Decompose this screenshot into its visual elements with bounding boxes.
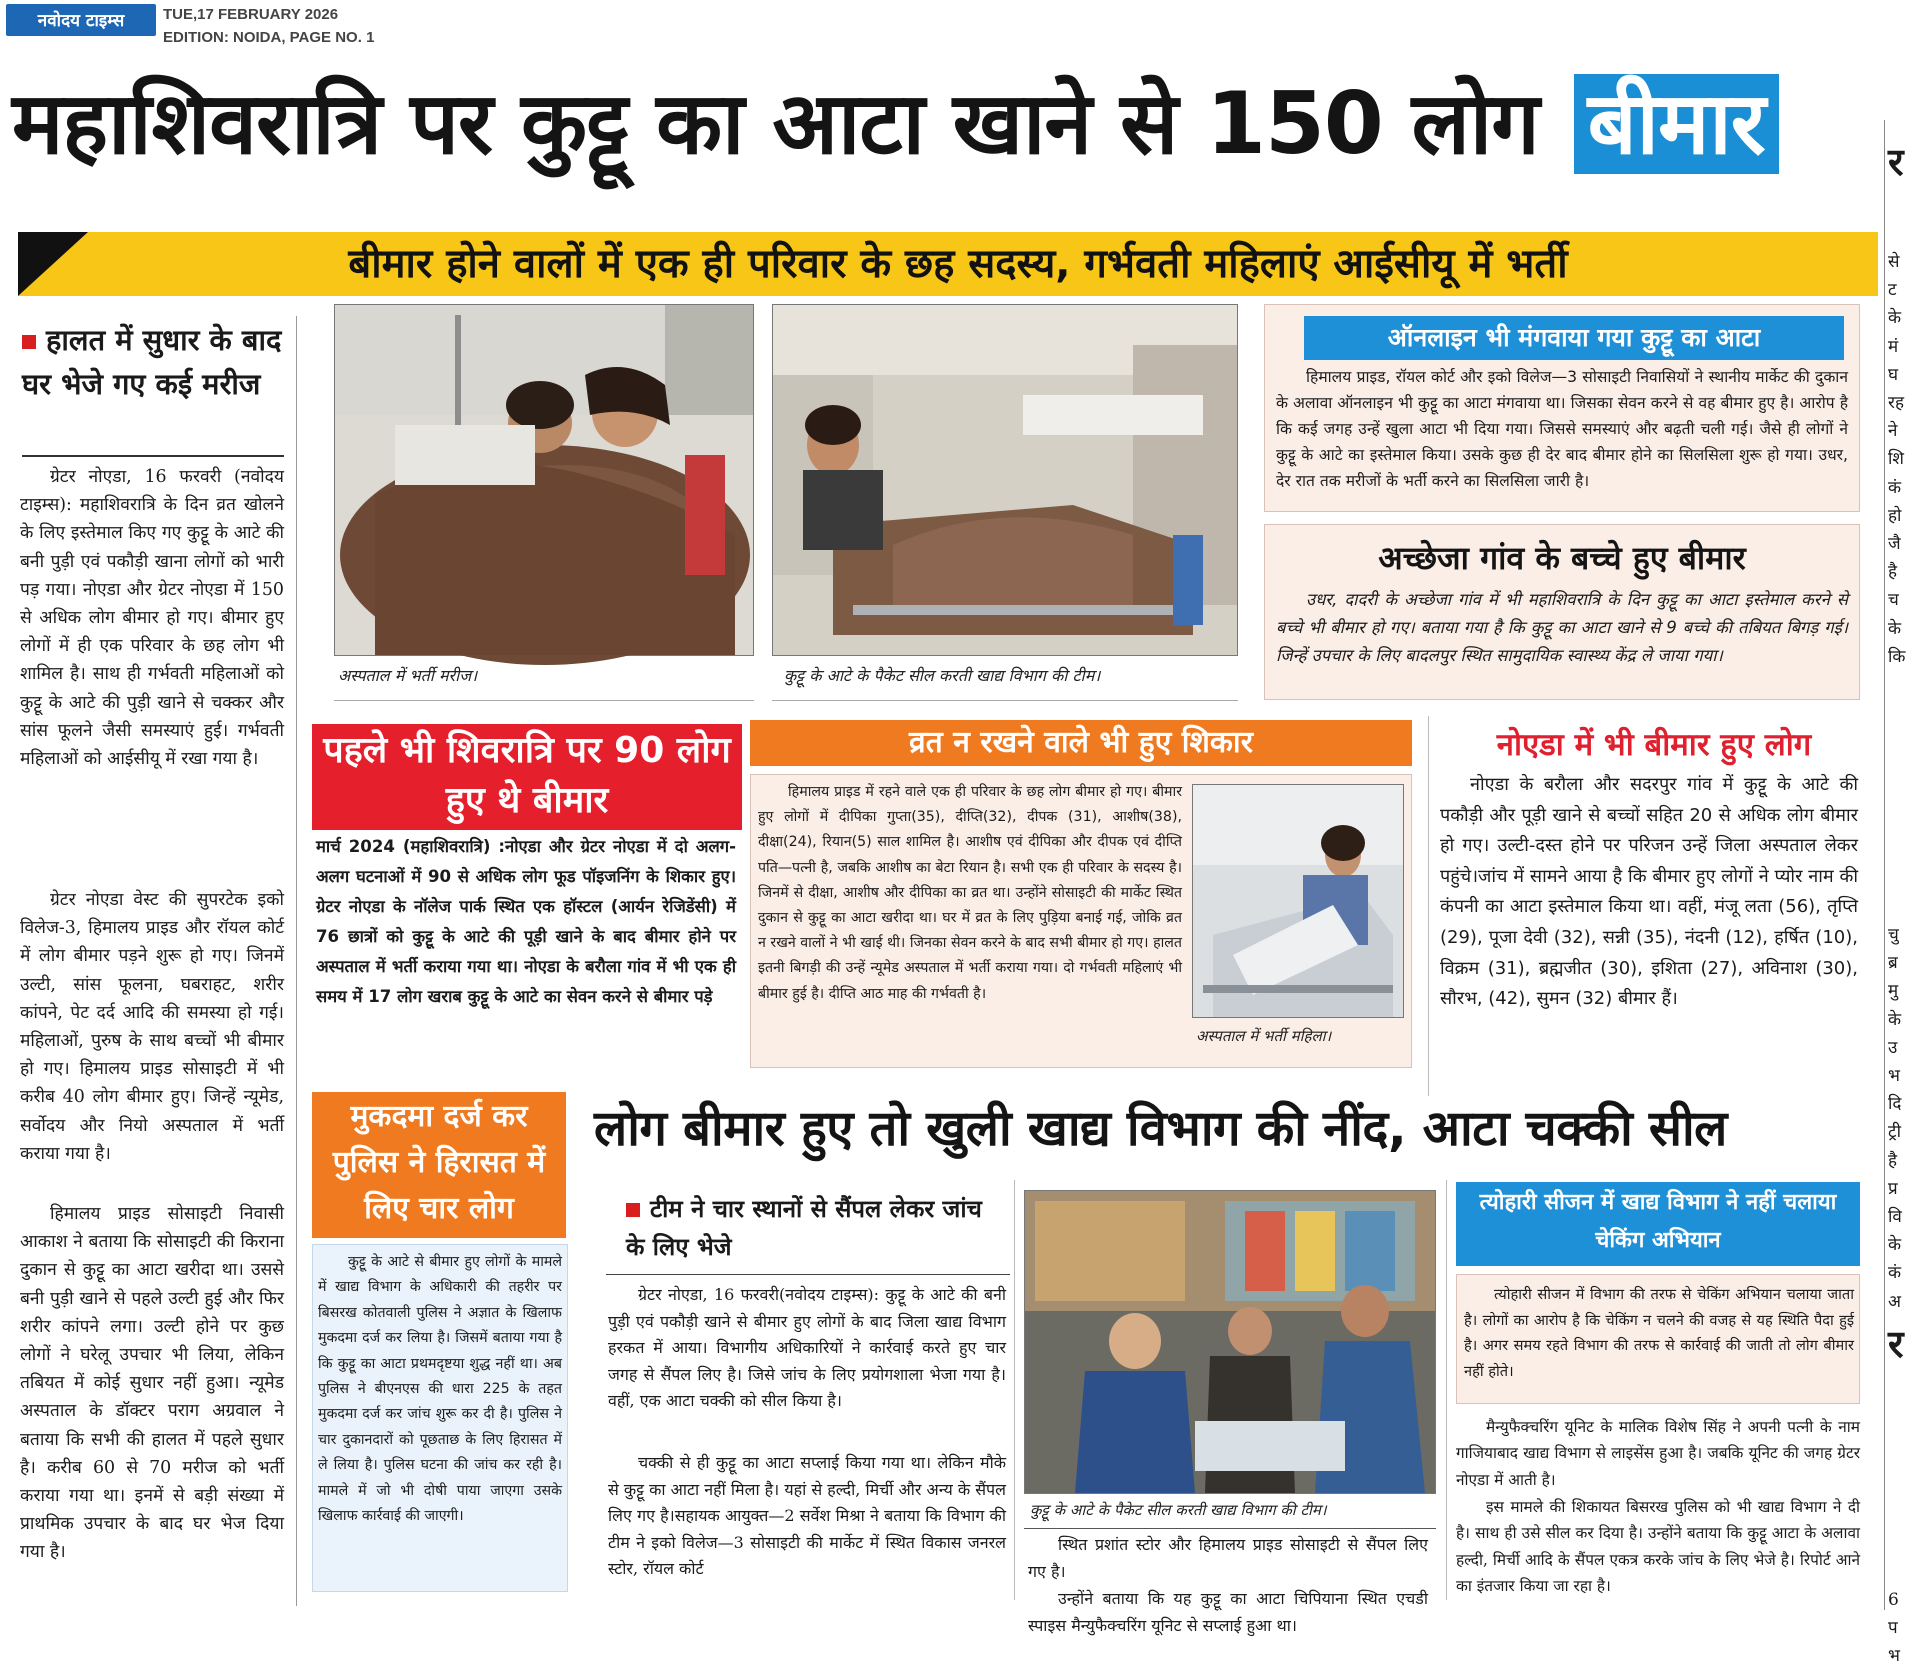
edge-line: प [1888,1618,1898,1639]
team-heading: टीम ने चार स्थानों से सैंपल लेकर जांच के लिए भेजे [626,1195,982,1261]
edge-line: ट्री [1888,1122,1901,1143]
edge-line: ट [1888,280,1897,301]
edge-line: से [1888,252,1900,272]
team-photo-rule [1024,1528,1436,1529]
noida-body: नोएडा के बरौला और सदरपुर गांव में कुट्टू के आटे की पकौड़ी और पूड़ी खाने से बच्चों सहित 20 से अधिक लोग बीमार हो गए। उल्टी-दस्त होने पर परिजन उन्हें जिला अस्पताल लेकर पहुंचे।जांच में सामने आया है कि बीमार हुए लोगों ने प्योर नाम की कंपनी का आटा इस्तेमाल किया था। वहीं, मंजू लता (56), तृप्ति (29), पूजा देवी (32), सन्नी (35), नंदनी (12), हर्षित (10), विक्रम (31), ब्रह्मजीत (30), इशिता (27), अविनाश (30), सौरभ, (42), सुमन (32) बीमार हैं। [1440,774,1858,1010]
edge-line: के [1888,1235,1902,1256]
masthead-edition: EDITION: NOIDA, PAGE NO. 1 [163,29,375,46]
photo-1-caption-rule [334,700,754,701]
edge-column [1888,139,1915,1667]
edge-frag-2: र [1888,1320,1904,1366]
bullet-square-icon [22,335,36,349]
ward-illustration [773,305,1237,655]
second-headline: लोग बीमार हुए तो खुली खाद्य विभाग की नींद, आटा चक्की सील [594,1100,1727,1157]
team-body: ग्रेटर नोएडा, 16 फरवरी(नवोदय टाइम्स): कुट्टू के आटे की बनी पुड़ी एवं पकौड़ी खाने से बीमार हुए लोगों के बाद जिला खाद्य विभाग हरकत में आया। विभागीय अधिकारियों ने कार्रवाई करते हुए चार जगह से सैंपल लिए है। जिसे जांच के लिए प्रयोगशाला भेजा गया है। वहीं, एक आटा चक्की को सील किया है। [608,1285,1006,1411]
photo-2-caption-rule [772,700,1238,701]
edge-line: हो [1888,505,1902,526]
online-body: हिमालय प्राइड, रॉयल कोर्ट और इको विलेज—3 सोसाइटी निवासियों ने स्थानीय मार्केट की दुकान के अलावा ऑनलाइन भी कुट्टू का आटा मंगवाया था। जिसका सेवन करने से वह बीमार हुए है। आरोप है कि कई जगह उन्हें खुला आटा भी दिया गया। जिससे समस्याएं और बढ़ती चली गई। जैसे ही लोगों ने कुट्टू के आटे का इस्तेमाल किया। उसके कुछ ही देर बाद बीमार होने का सिलसिला शुरू हो गया। उधर, देर रात तक मरीजों के भर्ती करने का सिलसिला जारी है। [1276,368,1848,490]
main-headline-text: महाशिवरात्रि पर कुट्टू का आटा खाने से 150 लोग [12,74,1539,174]
edge-line: ने [1888,421,1898,442]
edge-line: रह [1888,393,1904,414]
lead-body-2: ग्रेटर नोएडा वेस्ट की सुपरटेक इको विलेज-3, हिमालय प्राइड और रॉयल कोर्ट में लोग बीमार पड़ने शुरू हो गए। जिनमें उल्टी, सांस फूलना, घबराहट, शरीर कांपने, पेट दर्द आदि की समस्या हो गई। महिलाओं, पुरुष के साथ बच्चों भी बीमार हो गए। हिमालय प्राइड सोसाइटी में भी करीब 40 लोग बीमार हुए। जिन्हें न्यूमेड, सर्वोदय और नियो अस्पताल में भर्ती कराया गया है। [20,890,284,1164]
bullet-square-icon [626,1203,640,1217]
masthead-logo: नवोदय टाइम्स [6,4,156,36]
food-team-shop-photo [1024,1190,1436,1494]
edge-line: मं [1888,336,1899,357]
online-heading: ऑनलाइन भी मंगवाया गया कुट्टू का आटा [1387,323,1761,352]
main-headline [12,68,1862,180]
achheja-heading: अच्छेजा गांव के बच्चे हुए बीमार [1378,539,1746,577]
edge-lines-3 [1888,1586,1915,1671]
edge-line: प्र [1888,1178,1898,1199]
vrat-heading: व्रत न रखने वाले भी हुए शिकार [909,725,1253,760]
team-column-divider [1014,1180,1015,1600]
achheja-body: उधर, दादरी के अच्छेजा गांव में भी महाशिवरात्रि के दिन कुट्टू का आटा इस्तेमाल करने से बच्चे भी बीमार हो गए। बताया गया है कि कुट्टू का आटा खाने से 9 बच्चे की तबियत बिगड़ गई। जिन्हें उपचार के लिए बादलपुर स्थित सामुदायिक स्वास्थ्य केंद्र ले जाया गया। [1276,590,1848,665]
edge-line: च [1888,590,1899,611]
edge-line: दि [1888,1094,1902,1115]
edge-line: जै [1888,534,1901,555]
tyohari-heading: त्योहारी सीजन में खाद्य विभाग ने नहीं चलाया चेकिंग अभियान [1479,1190,1837,1253]
edge-line: 6 [1888,1589,1899,1610]
edge-line: है [1888,562,1898,583]
edge-line: शि [1888,449,1904,470]
hospital-patients-photo [334,304,754,656]
edge-line: के [1888,308,1902,329]
pehle-heading: पहले भी शिवरात्रि पर 90 लोग हुए थे बीमार [323,730,731,821]
mukadma-body: कुट्टू के आटे से बीमार हुए लोगों के मामले में खाद्य विभाग के अधिकारी की तहरीर पर बिसरख कोतवाली पुलिस ने अज्ञात के खिलाफ मुकदमा दर्ज कर लिया है। जिसमें बताया गया है कि कुट्टू का आटा प्रथमदृष्टया शुद्ध नहीं था। अब पुलिस ने बीएनएस की धारा 225 के तहत मुकदमा दर्ज कर जांच शुरू कर दी है। पुलिस ने चार दुकानदारों को पूछताछ के लिए हिरासत में ले लिया है। पुलिस घटना की जांच कर रही है। मामले में जो भी दोषी पाया जाएगा उसके खिलाफ कार्रवाई की जाएगी। [318,1254,562,1525]
left-column-divider [296,316,297,1606]
tyohari-heading-band [1456,1182,1860,1266]
vrat-photo-caption: अस्पताल में भर्ती महिला। [1196,1027,1332,1045]
edge-line: कं [1888,1263,1902,1284]
tyohari-body-2: मैन्युफैक्चरिंग यूनिट के मालिक विशेष सिंह ने अपनी पत्नी के नाम गाजियाबाद खाद्य विभाग से लाइसेंस हुआ है। जबकि यूनिट की जगह ग्रेटर नोएडा में आती है। [1456,1418,1860,1489]
edge-line: कं [1888,477,1902,498]
edge-line: उ [1888,1037,1898,1058]
edge-line: के [1888,618,1902,639]
lead-heading: हालत में सुधार के बाद घर भेजे गए कई मरीज [22,323,282,401]
hospital-woman-photo [1192,784,1404,1018]
photo-2-caption: कुट्टू के आटे के पैकेट सील करती खाद्य विभाग की टीम। [784,666,1101,685]
tyohari-divider-left [1446,1180,1447,1600]
edge-line: कि [1888,646,1906,667]
tyohari-body-3: इस मामले की शिकायत बिसरख पुलिस को भी खाद्य विभाग ने दी है। साथ ही उसे सील कर दिया है। उन्होंने बताया कि कुट्टू आटा के अलावा हल्दी, मिर्ची आदि के सैंपल एकत्र करके जांच के लिए भेजे है। रिपोर्ट आने का इंतजार किया जा रहा है। [1456,1498,1860,1596]
edge-line: के [1888,1009,1902,1030]
edge-line: भ [1888,1646,1900,1667]
shop-illustration [1025,1191,1435,1493]
vrat-heading-band [750,720,1412,766]
subhead-text: बीमार होने वालों में एक ही परिवार के छह सदस्य, गर्भवती महिलाएं आईसीयू में भर्ती [348,241,1568,287]
lead-heading-rule [22,455,284,457]
pehle-heading-band [312,724,742,830]
vrat-body: हिमालय प्राइड में रहने वाले एक ही परिवार के छह लोग बीमार हो गए। बीमार हुए लोगों में दीपिका गुप्ता(35), दीप्ति(32), दीपक (31), आशीष(38), दीक्षा(24), रियान(5) साल शामिल है। आशीष एवं दीपिका और दीपक एवं दीप्ति पति—पत्नी है, जबकि आशीष का बेटा रियान है। सभी एक ही परिवार के सदस्य है। जिनमें से दीक्षा, आशीष और दीपिका का व्रत था। उन्होंने सोसाइटी की मार्केट स्थित दुकान से कुट्टू का आटा खरीदा था। घर में व्रत के लिए पुड़िया बनाई गई, जोकि व्रत न रखने वालों ने भी खाई थी। जिनका सेवन करने के बाद सभी बीमार हो गए। हालत इतनी बिगड़ी की उन्हें न्यूमेड अस्पताल में भर्ती कराया गया। दो गर्भवती महिलाएं भी बीमार हुई है। दीप्ति आठ माह की गर्भवती है। [758,784,1182,1002]
edge-frag-1: र [1888,139,1904,184]
edge-line: अ [1888,1291,1901,1312]
edge-lines-1 [1888,248,1915,671]
team-heading-rule [606,1274,1010,1275]
masthead-date: TUE,17 FEBRUARY 2026 [163,6,339,23]
team-body-3: स्थित प्रशांत स्टोर और हिमालय प्राइड सोसाइटी से सैंपल लिए गए है। [1028,1535,1428,1581]
food-team-ward-photo [772,304,1238,656]
hospital-patients-illustration [335,305,753,655]
team-body-4: उन्होंने बताया कि यह कुट्टू का आटा चिपियाना स्थित एचडी स्पाइस मैन्युफैक्चरिंग यूनिट से सप्लाई हुआ था। [1028,1589,1428,1635]
main-headline-accent: बीमार [1574,74,1779,174]
team-body-2: चक्की से ही कुट्टू का आटा सप्लाई किया गया था। लेकिन मौके से कुट्टू का आटा नहीं मिला है। यहां से हल्दी, मिर्ची और अन्य के सैंपल लिए गए है।सहायक आयुक्त—2 सर्वेश मिश्रा ने बताया कि विभाग की टीम ने इको विलेज—3 सोसाइटी की मार्केट में स्थित विकास जनरल स्टोर, रॉयल कोर्ट [608,1453,1006,1579]
lead-body-3: हिमालय प्राइड सोसाइटी निवासी आकाश ने बताया कि सोसाइटी की किराना दुकान से कुट्टू का आटा खरीदा था। उससे बनी पुड़ी खाने से पहले उल्टी हुई और फिर शरीर कांपने लगा। उल्टी होने पर कुछ लोगों ने घरेलू उपचार भी लिया, लेकिन तबियत में कोई सुधार नहीं हुआ। न्यूमेड अस्पताल के डॉक्टर पराग अग्रवाल ने बताया कि सभी की हालत में पहले सुधार है। करीब 60 से 70 मरीज को भर्ती कराया गया था। इनमें से बड़ी संख्या में प्राथमिक उपचार के बाद घर भेज दिया गया है। [20,1204,284,1563]
masthead [0,0,1915,58]
edge-line: घ [1888,364,1899,385]
edge-line: है [1888,1150,1898,1171]
noida-divider-left [1428,716,1429,1096]
tyohari-body: त्योहारी सीजन में विभाग की तरफ से चेकिंग अभियान चलाया जाता है। लोगों का आरोप है कि चेकिंग न चलने की वजह से यह स्थिति पैदा हुई है। अगर समय रहते विभाग की तरफ से कार्रवाई की जाती तो लोग बीमार नहीं होते। [1464,1286,1854,1380]
edge-line: ब्र [1888,953,1898,974]
subhead-band [18,232,1878,296]
mukadma-heading-band [312,1092,566,1238]
edge-line: मु [1888,981,1899,1002]
photo-1-caption: अस्पताल में भर्ती मरीज। [338,666,478,685]
noida-heading: नोएडा में भी बीमार हुए लोग [1496,727,1812,763]
pehle-body: मार्च 2024 (महाशिवरात्रि) :नोएडा और ग्रेटर नोएडा में दो अलग-अलग घटनाओं में 90 से अधिक लोग फूड पॉइजनिंग के शिकार हुए। ग्रेटर नोएडा के नॉलेज पार्क स्थित एक हॉस्टल (आर्यन रेजिडेंसी) में 76 छात्रों को कुट्टू के आटे की पूड़ी खाने के बाद बीमार होने पर अस्पताल में भर्ती कराया गया था। नोएडा के बरौला गांव में भी एक ही समय में 17 लोग खराब कुट्टू के आटे का सेवन करने से बीमार पड़े [316,837,736,1006]
edge-line: चु [1888,925,1899,946]
edge-line: वि [1888,1207,1902,1228]
edge-column-divider [1884,120,1885,1610]
edge-lines-2 [1888,921,1915,1316]
lead-body: ग्रेटर नोएडा, 16 फरवरी (नवोदय टाइम्स): महाशिवरात्रि के दिन व्रत खोलने के लिए इस्तेमाल किए गए कुट्टू के आटे की बनी पुड़ी एवं पकौड़ी खाना लोगों को भारी पड़ गया। नोएडा और ग्रेटर नोएडा में 150 से अधिक लोग बीमार हो गए। बीमार हुए लोगों में ही एक परिवार के छह लोग भी शामिल है। साथ ही गर्भवती महिलाओं को कुट्टू के आटे की पुड़ी खाने से चक्कर और सांस फूलने जैसी समस्याएं हुई। गर्भवती महिलाओं को आईसीयू में रखा गया है। [20,467,284,770]
team-photo-caption: कुट्टू के आटे के पैकेट सील करती खाद्य विभाग की टीम। [1030,1501,1327,1519]
edge-line: भ [1888,1066,1900,1087]
online-heading-band [1304,316,1844,360]
patient-woman-illustration [1193,785,1403,1017]
mukadma-heading: मुकदमा दर्ज कर पुलिस ने हिरासत में लिए चार लोग [332,1099,546,1226]
